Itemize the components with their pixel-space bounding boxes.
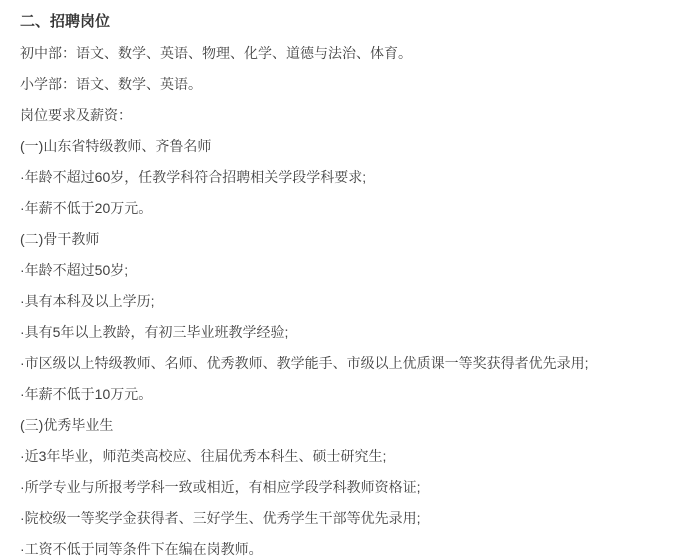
line-cat3-priority: ·院校级一等奖学金获得者、三好学生、优秀学生干部等优先录用; [20, 510, 421, 526]
line-cat3-salary: ·工资不低于同等条件下在编在岗教师。 [20, 541, 263, 557]
line-cat1-salary: ·年薪不低于20万元。 [20, 200, 153, 216]
section-heading: 二、招聘岗位 [20, 13, 111, 30]
line-category-2-title: (二)骨干教师 [20, 231, 100, 247]
line-category-3-title: (三)优秀毕业生 [20, 417, 114, 433]
line-cat3-graduates: ·近3年毕业，师范类高校应、往届优秀本科生、硕士研究生; [20, 448, 387, 464]
line-junior-subjects: 初中部：语文、数学、英语、物理、化学、道德与法治、体育。 [20, 45, 412, 61]
line-requirements-title: 岗位要求及薪资： [20, 107, 132, 123]
line-cat3-major: ·所学专业与所报考学科一致或相近，有相应学段学科教师资格证; [20, 479, 421, 495]
line-cat2-salary: ·年薪不低于10万元。 [20, 386, 153, 402]
line-category-1-title: (一)山东省特级教师、齐鲁名师 [20, 138, 212, 154]
line-primary-subjects: 小学部：语文、数学、英语。 [20, 76, 202, 92]
line-cat2-age: ·年龄不超过50岁; [20, 262, 129, 278]
line-cat1-age: ·年龄不超过60岁，任教学科符合招聘相关学段学科要求; [20, 169, 367, 185]
line-cat2-experience: ·具有5年以上教龄，有初三毕业班教学经验; [20, 324, 289, 340]
line-cat2-degree: ·具有本科及以上学历; [20, 293, 155, 309]
line-cat2-priority: ·市区级以上特级教师、名师、优秀教师、教学能手、市级以上优质课一等奖获得者优先录用; [20, 355, 589, 371]
